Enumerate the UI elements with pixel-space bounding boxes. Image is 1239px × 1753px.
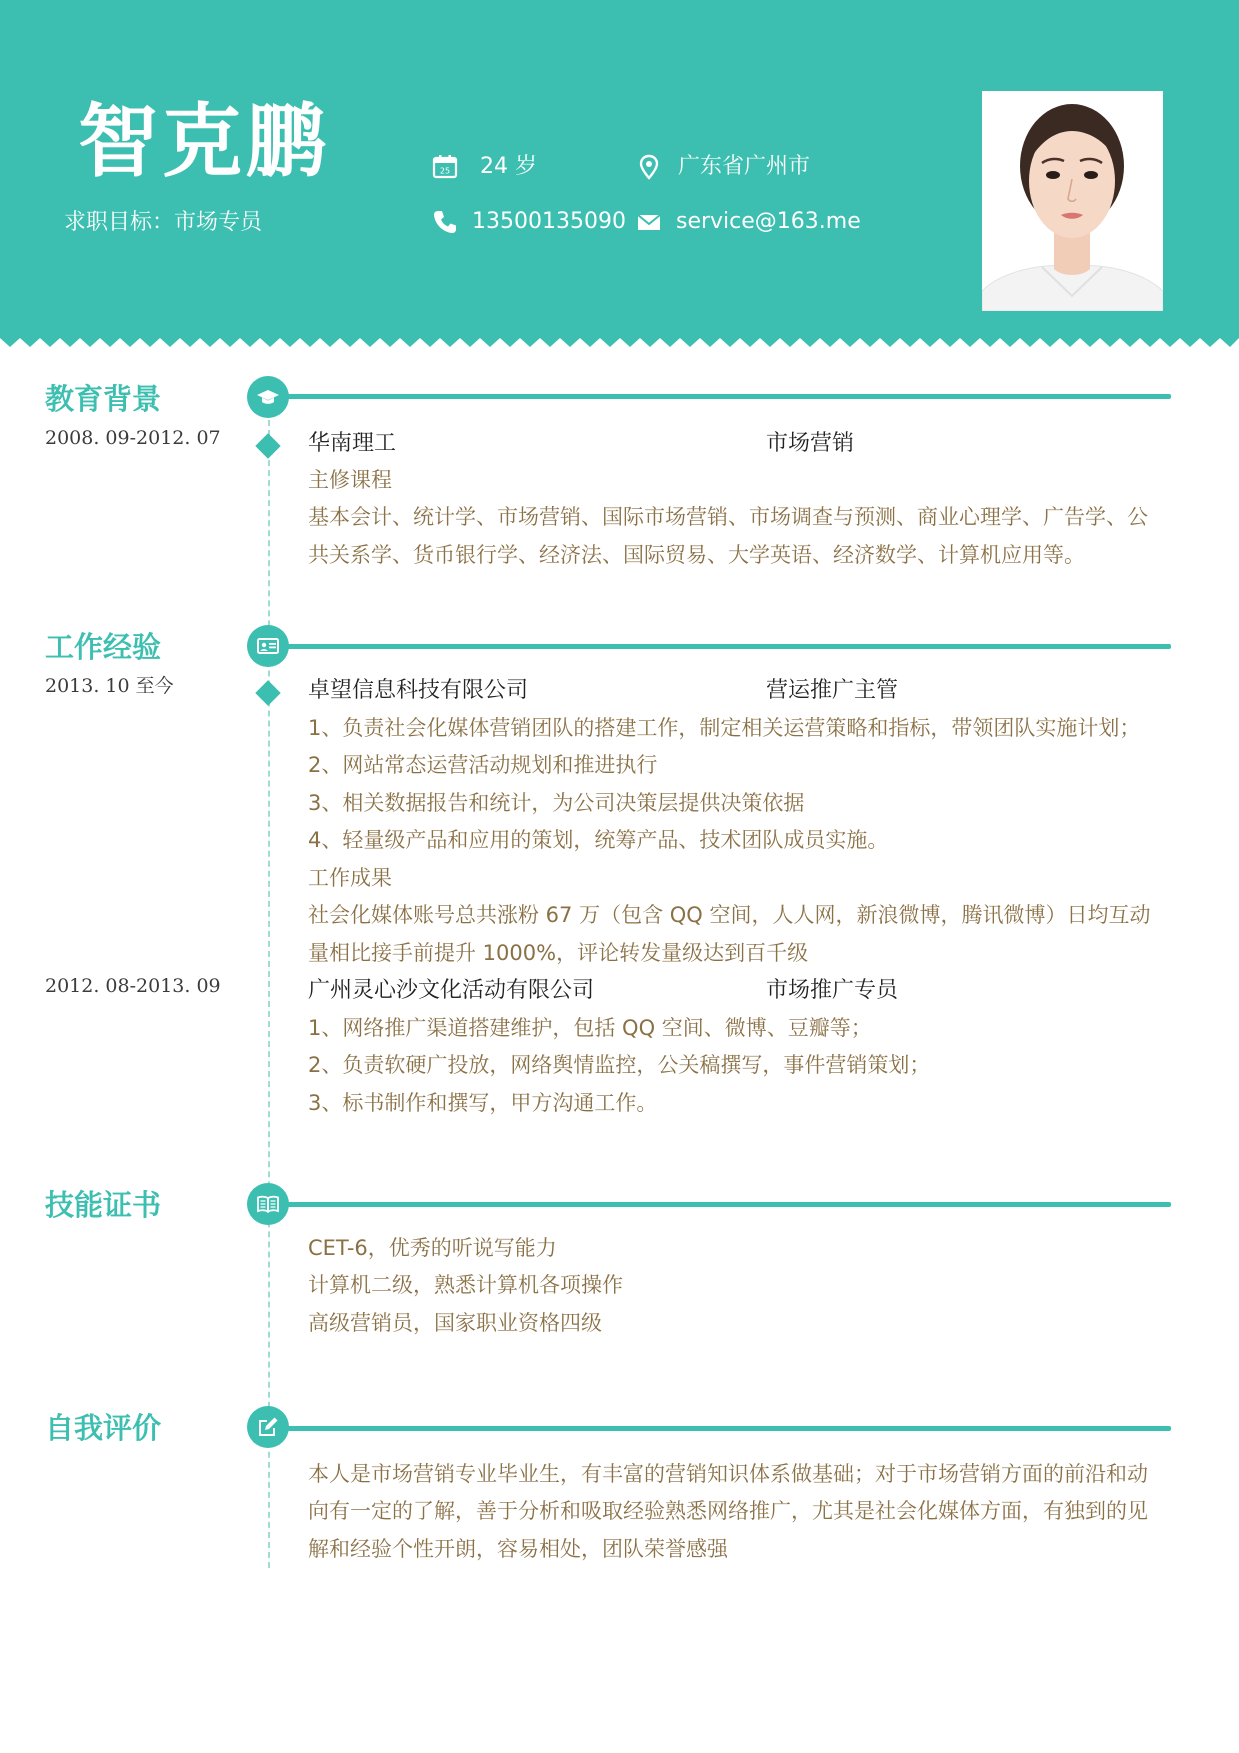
job-duty-line: 3、相关数据报告和统计，为公司决策层提供决策依据 — [308, 791, 805, 815]
job-date: 2013. 10 至今 — [45, 675, 174, 697]
job-achievement-line: 量相比接手前提升 1000%，评论转发量级达到百千级 — [308, 941, 809, 965]
phone-text: 13500135090 — [472, 209, 626, 234]
location-info — [636, 152, 810, 182]
self-eval-line: 向有一定的了解，善于分析和吸取经验熟悉网络推广，尤其是社会化媒体方面，有独到的见 — [308, 1499, 1148, 1523]
education-rule — [268, 394, 1171, 399]
courses-line: 基本会计、统计学、市场营销、国际市场营销、市场调查与预测、商业心理学、广告学、公 — [308, 505, 1148, 529]
job-achievement-line: 社会化媒体账号总共涨粉 67 万（包含 QQ 空间，人人网，新浪微博，腾讯微博）日均互动 — [308, 903, 1151, 927]
age-info — [432, 152, 537, 182]
self-eval-line: 本人是市场营销专业毕业生，有丰富的营销知识体系做基础；对于市场营销方面的前沿和动 — [308, 1462, 1148, 1486]
education-section-icon — [247, 376, 289, 418]
envelope-icon — [636, 209, 662, 235]
job-role: 营运推广主管 — [766, 678, 899, 703]
job-duty-line: 2、网站常态运营活动规划和推进执行 — [308, 753, 658, 777]
skill-item: 高级营销员，国家职业资格四级 — [308, 1311, 602, 1335]
graduation-cap-icon — [256, 385, 280, 409]
self-eval-rule — [268, 1426, 1171, 1431]
major-name: 市场营销 — [766, 431, 855, 456]
courses-label: 主修课程 — [308, 468, 392, 492]
candidate-name: 智克鹏 — [78, 95, 330, 188]
self-eval-line: 解和经验个性开朗，容易相处，团队荣誉感强 — [308, 1537, 728, 1561]
calendar-icon — [432, 154, 458, 180]
work-title: 工作经验 — [45, 630, 162, 664]
email-info — [636, 207, 861, 237]
timeline-marker — [255, 680, 280, 705]
email-text: service@163.me — [676, 209, 861, 234]
book-icon — [256, 1192, 280, 1216]
skills-rule — [268, 1202, 1171, 1207]
self-eval-title: 自我评价 — [45, 1411, 162, 1445]
work-rule — [268, 644, 1171, 649]
education-date: 2008. 09-2012. 07 — [45, 427, 221, 449]
job-duty-line: 1、网络推广渠道搭建维护，包括 QQ 空间、微博、豆瓣等； — [308, 1016, 872, 1040]
job-target: 求职目标：市场专员 — [64, 210, 263, 235]
edit-icon — [256, 1415, 280, 1439]
location-pin-icon — [636, 154, 662, 180]
resume-header — [0, 0, 1239, 330]
age-text: 24 岁 — [480, 154, 537, 179]
job-duty-line: 2、负责软硬广投放，网络舆情监控，公关稿撰写，事件营销策划； — [308, 1053, 931, 1077]
job-date: 2012. 08-2013. 09 — [45, 975, 221, 997]
job-duty-line: 4、轻量级产品和应用的策划，统筹产品、技术团队成员实施。 — [308, 828, 889, 852]
education-title: 教育背景 — [45, 382, 162, 416]
work-section-icon — [247, 625, 289, 667]
skills-section-icon — [247, 1183, 289, 1225]
self-eval-section-icon — [247, 1406, 289, 1448]
skill-item: 计算机二级，熟悉计算机各项操作 — [308, 1273, 623, 1297]
phone-info — [432, 207, 626, 237]
courses-line: 共关系学、货币银行学、经济法、国际贸易、大学英语、经济数学、计算机应用等。 — [308, 543, 1085, 567]
calendar-day: 25 — [439, 166, 451, 176]
school-name: 华南理工 — [308, 431, 397, 456]
location-text: 广东省广州市 — [678, 154, 811, 179]
skills-title: 技能证书 — [45, 1188, 162, 1222]
job-role: 市场推广专员 — [766, 978, 899, 1003]
job-duty-line: 3、标书制作和撰写，甲方沟通工作。 — [308, 1091, 658, 1115]
company-name: 广州灵心沙文化活动有限公司 — [308, 978, 595, 1003]
job-achievement-label: 工作成果 — [308, 866, 392, 890]
profile-photo — [982, 91, 1163, 311]
id-card-icon — [256, 634, 280, 658]
phone-icon — [432, 209, 458, 235]
company-name: 卓望信息科技有限公司 — [308, 678, 529, 703]
timeline-marker — [255, 433, 280, 458]
job-duty-line: 1、负责社会化媒体营销团队的搭建工作，制定相关运营策略和指标，带领团队实施计划； — [308, 716, 1141, 740]
timeline-line — [268, 400, 270, 1568]
header-zigzag-edge — [0, 328, 1239, 350]
skill-item: CET-6，优秀的听说写能力 — [308, 1236, 557, 1260]
